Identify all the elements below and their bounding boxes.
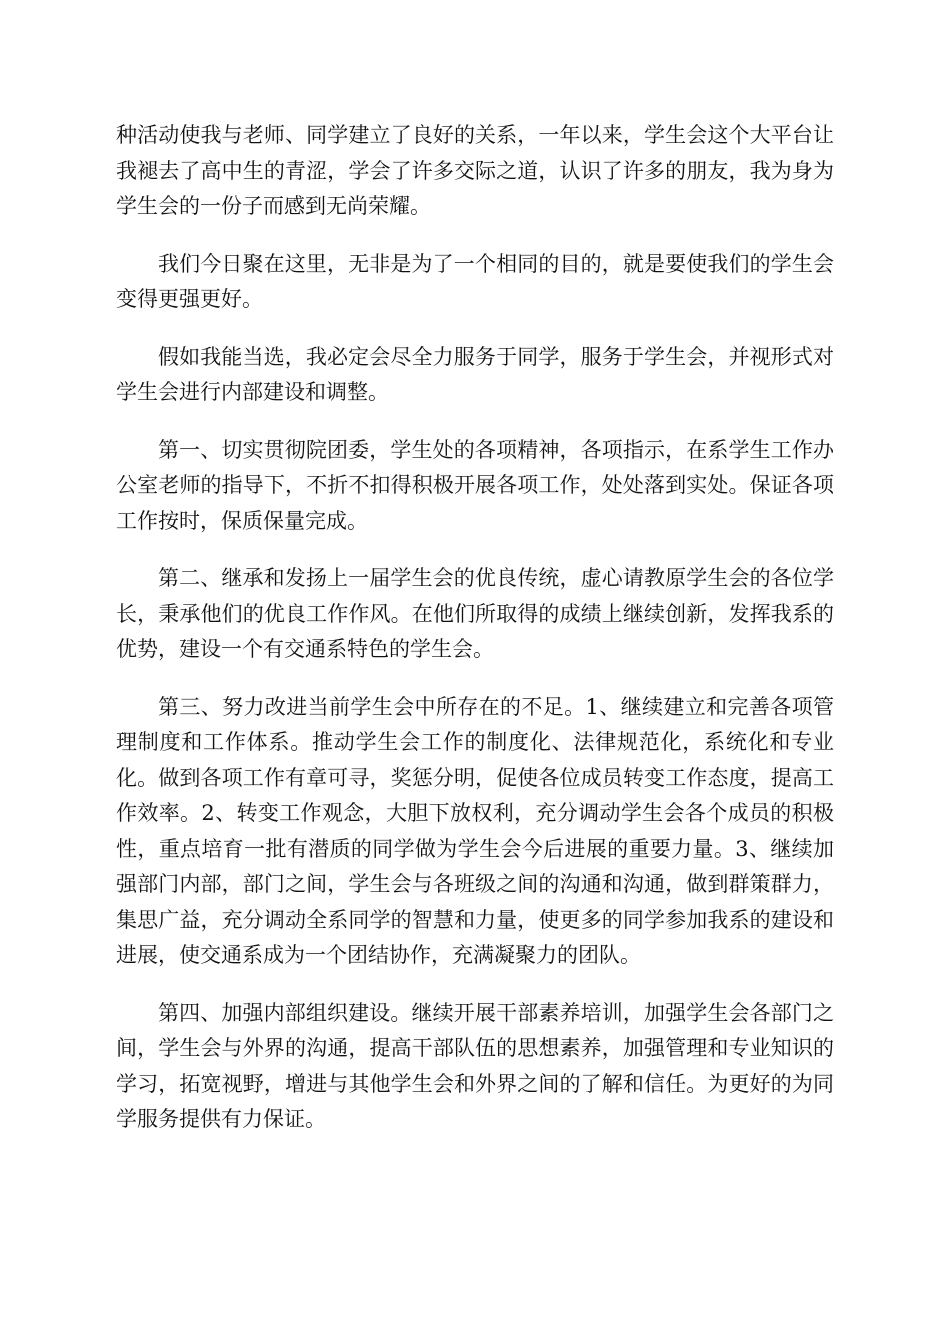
paragraph-if-elected: 假如我能当选，我必定会尽全力服务于同学，服务于学生会，并视形式对学生会进行内部建设和调整。 — [116, 344, 834, 404]
paragraph-point-two: 第二、继承和发扬上一届学生会的优良传统，虚心请教原学生会的各位学长，秉承他们的优良工作作风。在他们所取得的成绩上继续创新，发挥我系的优势，建设一个有交通系特色的学生会。 — [116, 566, 834, 661]
paragraph-point-three: 第三、努力改进当前学生会中所存在的不足。1、继续建立和完善各项管理制度和工作体系。推动学生会工作的制度化、法律规范化，系统化和专业化。做到各项工作有章可寻，奖惩分明，促使各位成员转变工作态度，提高工作效率。2、转变工作观念，大胆下放权利，充分调动学生会各个成员的积极性，重点培育一批有潜质的同学做为学生会今后进展的重要力量。3、继续加强部门内部，部门之间，学生会与各班级之间的沟通和沟通，做到群策群力，集思广益，充分调动全系同学的智慧和力量，使更多的同学参加我系的建设和进展，使交通系成为一个团结协作，充满凝聚力的团队。 — [116, 694, 834, 967]
document-page — [116, 118, 834, 1160]
paragraph-point-four: 第四、加强内部组织建设。继续开展干部素养培训，加强学生会各部门之间，学生会与外界的沟通，提高干部队伍的思想素养，加强管理和专业知识的学习，拓宽视野，增进与其他学生会和外界之间的了解和信任。为更好的为同学服务提供有力保证。 — [116, 1000, 834, 1131]
paragraph-continuation: 种活动使我与老师、同学建立了良好的关系，一年以来，学生会这个大平台让我褪去了高中生的青涩，学会了许多交际之道，认识了许多的朋友，我为身为学生会的一份子而感到无尚荣耀。 — [116, 123, 834, 218]
paragraph-point-one: 第一、切实贯彻院团委，学生处的各项精神，各项指示，在系学生工作办公室老师的指导下，不折不扣得积极开展各项工作，处处落到实处。保证各项工作按时，保质保量完成。 — [116, 437, 834, 533]
paragraph-purpose: 我们今日聚在这里，无非是为了一个相同的目的，就是要使我们的学生会变得更强更好。 — [116, 251, 834, 311]
